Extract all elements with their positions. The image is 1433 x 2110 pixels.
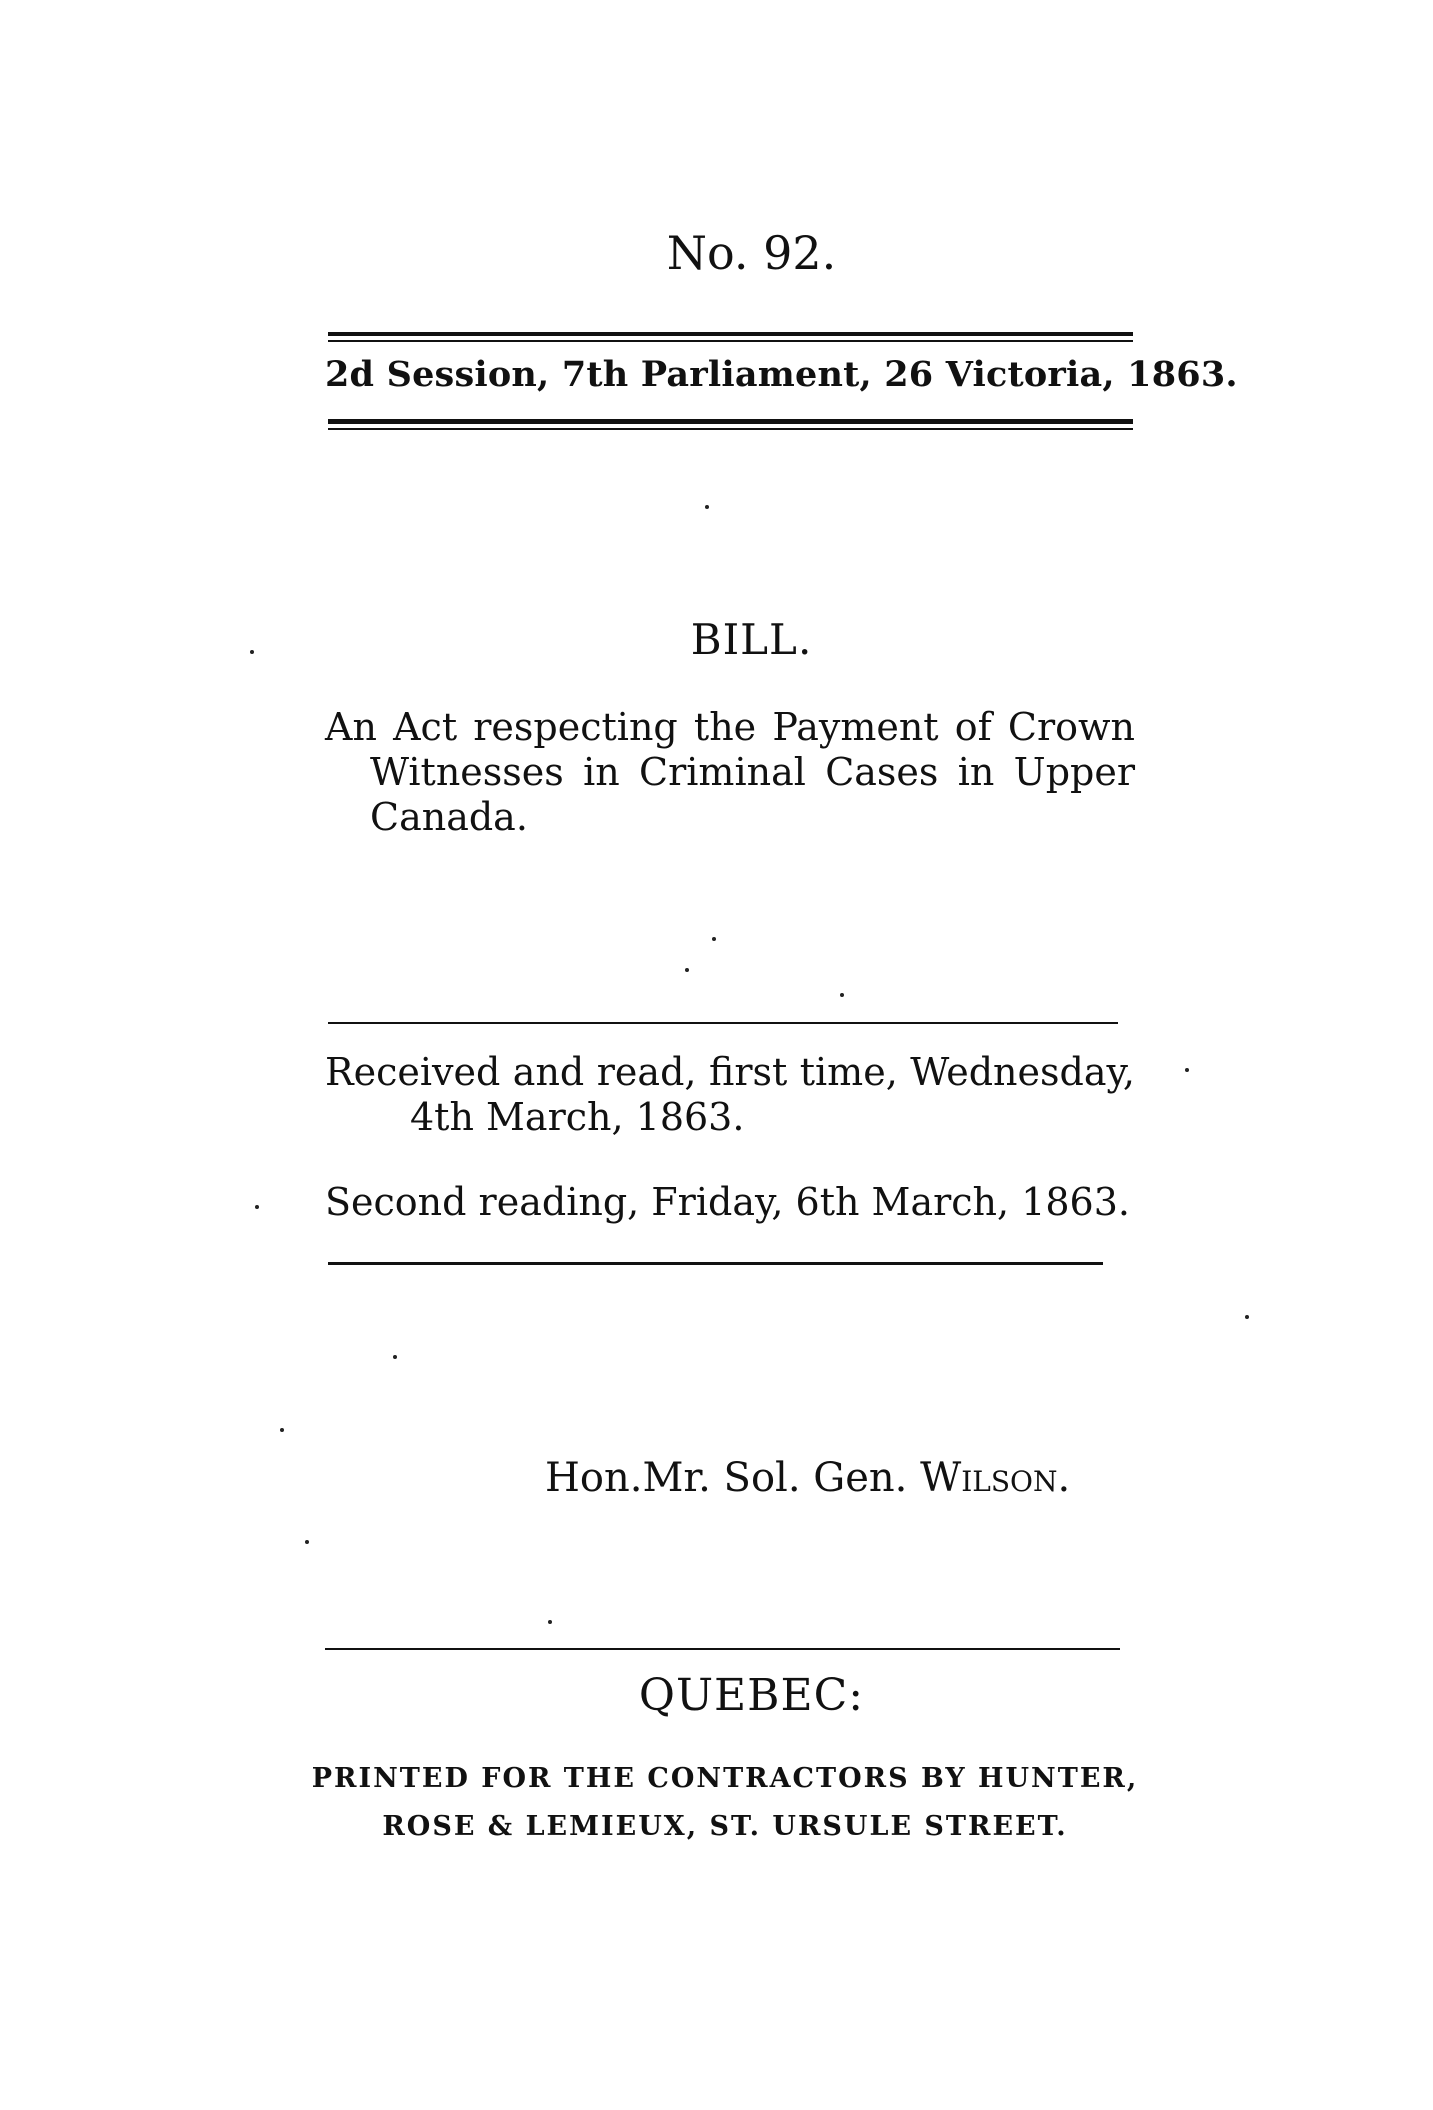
scan-speck [1245, 1315, 1249, 1319]
rule-readings-bottom [328, 1262, 1103, 1265]
scan-speck [1185, 1068, 1189, 1072]
sponsor-prefix: Hon.Mr. Sol. Gen. [545, 1455, 921, 1501]
sponsor-name: Wilson. [920, 1455, 1071, 1501]
scan-speck [250, 650, 254, 654]
rule-top-thin [328, 340, 1133, 342]
scan-speck [305, 1540, 309, 1544]
second-reading: Second reading, Friday, 6th March, 1863. [325, 1180, 1130, 1224]
rule-session-thick [328, 419, 1133, 424]
bill-heading: BILL. [690, 615, 813, 664]
session-line: 2d Session, 7th Parliament, 26 Victoria, 1863. [325, 354, 1238, 395]
scan-speck [255, 1205, 259, 1209]
scan-speck [548, 1620, 552, 1624]
scan-speck [712, 937, 716, 941]
bill-title: An Act respecting the Payment of Crown Witnesses in Criminal Cases in Upper Canada. [325, 705, 1135, 839]
rule-session-thin [328, 428, 1133, 430]
rule-top-thick [328, 332, 1133, 336]
imprint-city: QUEBEC: [638, 1670, 865, 1721]
scan-speck [280, 1428, 284, 1432]
first-reading: Received and read, first time, Wednesday, 4th March, 1863. [325, 1050, 1135, 1139]
sponsor-line [545, 1455, 1070, 1501]
bill-number: No. 92. [666, 226, 837, 280]
scan-speck [705, 505, 709, 509]
scan-speck [840, 993, 844, 997]
scan-speck [685, 968, 689, 972]
rule-imprint [325, 1648, 1120, 1650]
scan-speck [393, 1355, 397, 1359]
rule-readings-top [328, 1022, 1118, 1024]
imprint-printer: PRINTED FOR THE CONTRACTORS BY HUNTER, ROSE & LEMIEUX, ST. URSULE STREET. [311, 1763, 1139, 1842]
